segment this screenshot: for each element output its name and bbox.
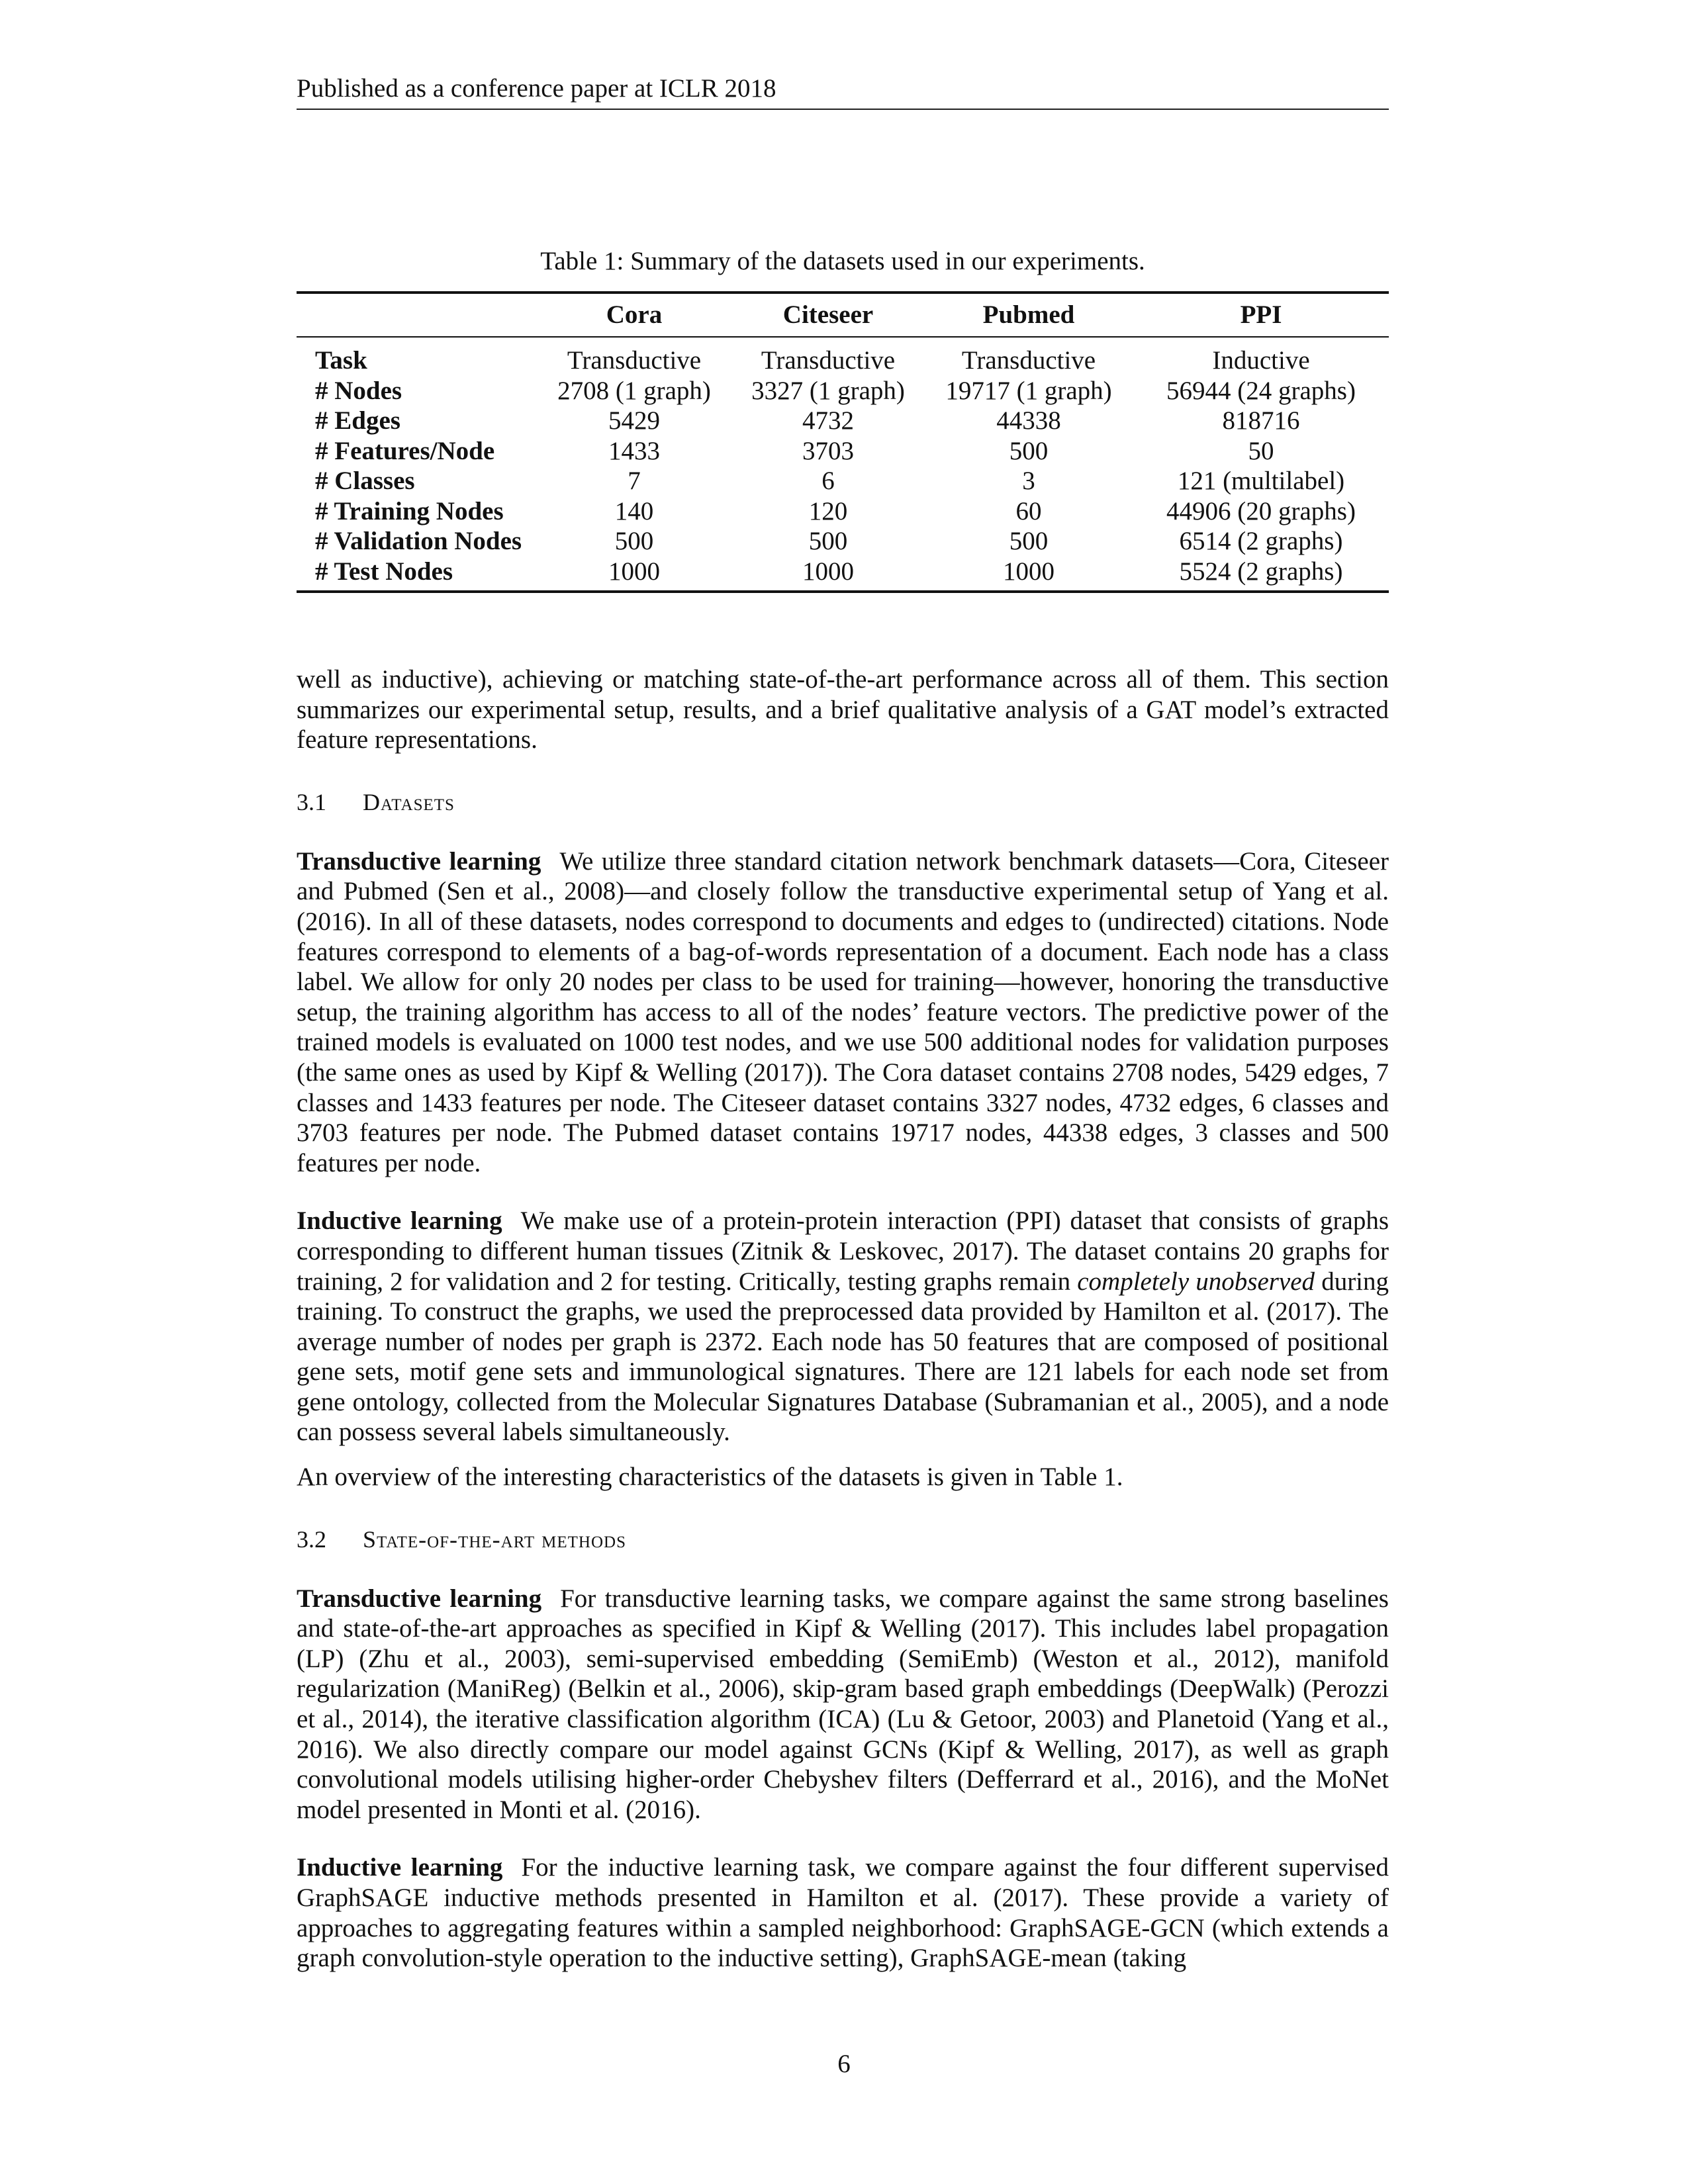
section-number: 3.1 bbox=[297, 788, 326, 815]
paragraph-text: For the inductive learning task, we compare against the four different supervised GraphSAGE inductive methods presented in Hamilton et al. (2017). These provide a variety of approaches to aggregating features within a sampled neighborhood: GraphSAGE-GCN (which extends a graph convolution-style operation to the inductive setting), GraphSAGE-mean (taking bbox=[297, 1853, 1389, 1973]
transductive-datasets-paragraph bbox=[297, 846, 1389, 1179]
table-row bbox=[297, 337, 1389, 376]
table-header-cell: Cora bbox=[606, 300, 663, 329]
section-heading-methods bbox=[297, 1524, 1389, 1555]
table-cell: Transductive bbox=[567, 346, 702, 375]
table-cell: 6 bbox=[821, 467, 835, 495]
table-cell: 3 bbox=[1022, 467, 1035, 495]
section-number: 3.2 bbox=[297, 1525, 326, 1553]
running-header: Published as a conference paper at ICLR 2018 bbox=[297, 69, 1389, 110]
paragraph-heading: Transductive learning bbox=[297, 1584, 542, 1613]
paragraph-text: We make use of a protein-protein interaction (PPI) dataset that consists of graphs corresponding to different human tissues (Zitnik & Leskovec, 2017). The dataset contains 20 graphs for training, 2 for validation and 2 for testing. Critically, testing graphs remain bbox=[297, 1206, 1389, 1296]
table-row bbox=[297, 526, 1389, 557]
transductive-methods-paragraph bbox=[297, 1584, 1389, 1825]
table-cell: 3703 bbox=[802, 436, 854, 465]
table-cell: 19717 (1 graph) bbox=[945, 376, 1112, 405]
table-header-cell bbox=[297, 293, 536, 337]
table-cell: 50 bbox=[1248, 436, 1274, 465]
section-title: State-of-the-art methods bbox=[363, 1525, 626, 1553]
paragraph-text: during training. To construct the graphs, we used the preprocessed data provided by Hamilton et al. (2017). The average number of nodes per graph is 2372. Each node has 50 features that are composed of positional gene sets, motif gene sets and immunological signatures. There are 121 labels for each node set from gene ontology, collected from the Molecular Signatures Database (Subramanian et al., 2005), and a node can possess several labels simultaneously. bbox=[297, 1267, 1389, 1447]
table-cell: 140 bbox=[614, 496, 654, 525]
row-label: # Test Nodes bbox=[315, 557, 453, 586]
table-caption: Table 1: Summary of the datasets used in our experiments. bbox=[540, 247, 1145, 275]
row-label: # Validation Nodes bbox=[315, 527, 522, 555]
inductive-datasets-paragraph bbox=[297, 1206, 1389, 1447]
table-header-row bbox=[297, 293, 1389, 337]
table-cell: 44338 bbox=[996, 406, 1061, 435]
table-header-cell: Citeseer bbox=[782, 300, 874, 329]
table-cell: 818716 bbox=[1222, 406, 1300, 435]
table-cell: 4732 bbox=[802, 406, 854, 435]
table-cell: 3327 (1 graph) bbox=[751, 376, 905, 405]
table-cell: 1000 bbox=[1003, 557, 1055, 586]
paragraph-text: For transductive learning tasks, we compare against the same strong baselines and state-of-the-art approaches as specified in Kipf & Welling (2017). This includes label propagation (LP) (Zhu et al., 2003), semi-supervised embedding (SemiEmb) (Weston et al., 2012), manifold regularization (ManiReg) (Belkin et al., 2006), skip-gram based graph embeddings (DeepWalk) (Perozzi et al., 2014), the iterative classification algorithm (ICA) (Lu & Getoor, 2003) and Planetoid (Yang et al., 2016). We also directly compare our model against GCNs (Kipf & Welling, 2017), as well as graph convolutional models utilising higher-order Chebyshev filters (Defferrard et al., 2016), and the MoNet model presented in Monti et al. (2016). bbox=[297, 1584, 1389, 1824]
table-cell: 6514 (2 graphs) bbox=[1179, 527, 1343, 555]
table-cell: 121 (multilabel) bbox=[1177, 467, 1345, 495]
intro-paragraph: well as inductive), achieving or matching state-of-the-art performance across all of them. This section summarizes our experimental setup, results, and a brief qualitative analysis of a GAT model’s extracted feature representations. bbox=[297, 665, 1389, 754]
paragraph-heading: Inductive learning bbox=[297, 1853, 503, 1882]
table-cell: 120 bbox=[808, 496, 848, 525]
section-heading-datasets bbox=[297, 787, 1389, 817]
section-title: Datasets bbox=[363, 788, 455, 815]
page-number: 6 bbox=[837, 2050, 851, 2078]
table-cell: 7 bbox=[628, 467, 641, 495]
table-row bbox=[297, 466, 1389, 496]
table-row bbox=[297, 436, 1389, 467]
row-label: # Features/Node bbox=[315, 436, 495, 465]
table-header-cell: Pubmed bbox=[982, 300, 1075, 329]
body-text bbox=[297, 664, 1389, 1974]
table-cell: 500 bbox=[1009, 436, 1049, 465]
table-cell: 56944 (24 graphs) bbox=[1166, 376, 1356, 405]
table-row bbox=[297, 557, 1389, 592]
datasets-table bbox=[297, 291, 1389, 593]
table-cell: Inductive bbox=[1212, 346, 1310, 375]
row-label: Task bbox=[315, 346, 367, 375]
paragraph-heading: Inductive learning bbox=[297, 1206, 502, 1236]
row-label: # Nodes bbox=[315, 376, 402, 405]
table-cell: 500 bbox=[1009, 527, 1049, 555]
inductive-methods-paragraph bbox=[297, 1852, 1389, 1973]
paragraph-heading: Transductive learning bbox=[297, 846, 541, 876]
table-cell: 5524 (2 graphs) bbox=[1179, 557, 1343, 586]
table-cell: 2708 (1 graph) bbox=[557, 376, 711, 405]
table-cell: 500 bbox=[808, 527, 848, 555]
emphasized-text: completely unobserved bbox=[1077, 1267, 1315, 1296]
overview-paragraph: An overview of the interesting characteristics of the datasets is given in Table 1. bbox=[297, 1463, 1123, 1492]
paragraph-text: We utilize three standard citation network benchmark datasets—Cora, Citeseer and Pubmed (Sen et al., 2008)—and closely follow the transductive experimental setup of Yang et al. (2016). In all of these datasets, nodes correspond to documents and edges to (undirected) citations. Node features correspond to elements of a bag-of-words representation of a document. Each node has a class label. We allow for only 20 nodes per class to be used for training—however, honoring the transductive setup, the training algorithm has access to all of the nodes’ feature vectors. The predictive power of the trained models is evaluated on 1000 test nodes, and we use 500 additional nodes for validation purposes (the same ones as used by Kipf & Welling (2017)). The Cora dataset contains 2708 nodes, 5429 edges, 7 classes and 1433 features per node. The Citeseer dataset contains 3327 nodes, 4732 edges, 6 classes and 3703 features per node. The Pubmed dataset contains 19717 nodes, 44338 edges, 3 classes and 500 features per node. bbox=[297, 846, 1389, 1177]
table-cell: Transductive bbox=[761, 346, 896, 375]
table-cell: 500 bbox=[614, 527, 654, 555]
table-cell: 5429 bbox=[608, 406, 660, 435]
table-cell: 1000 bbox=[802, 557, 854, 586]
table-cell: 1433 bbox=[608, 436, 660, 465]
row-label: # Training Nodes bbox=[315, 496, 504, 525]
table-row bbox=[297, 496, 1389, 527]
table-row bbox=[297, 406, 1389, 436]
table-cell: 1000 bbox=[608, 557, 660, 586]
row-label: # Edges bbox=[315, 406, 400, 435]
row-label: # Classes bbox=[315, 467, 415, 495]
table-cell: Transductive bbox=[961, 346, 1096, 375]
table-row bbox=[297, 376, 1389, 406]
table-header-cell: PPI bbox=[1240, 300, 1282, 329]
table-cell: 60 bbox=[1015, 496, 1042, 525]
table-cell: 44906 (20 graphs) bbox=[1166, 496, 1356, 525]
